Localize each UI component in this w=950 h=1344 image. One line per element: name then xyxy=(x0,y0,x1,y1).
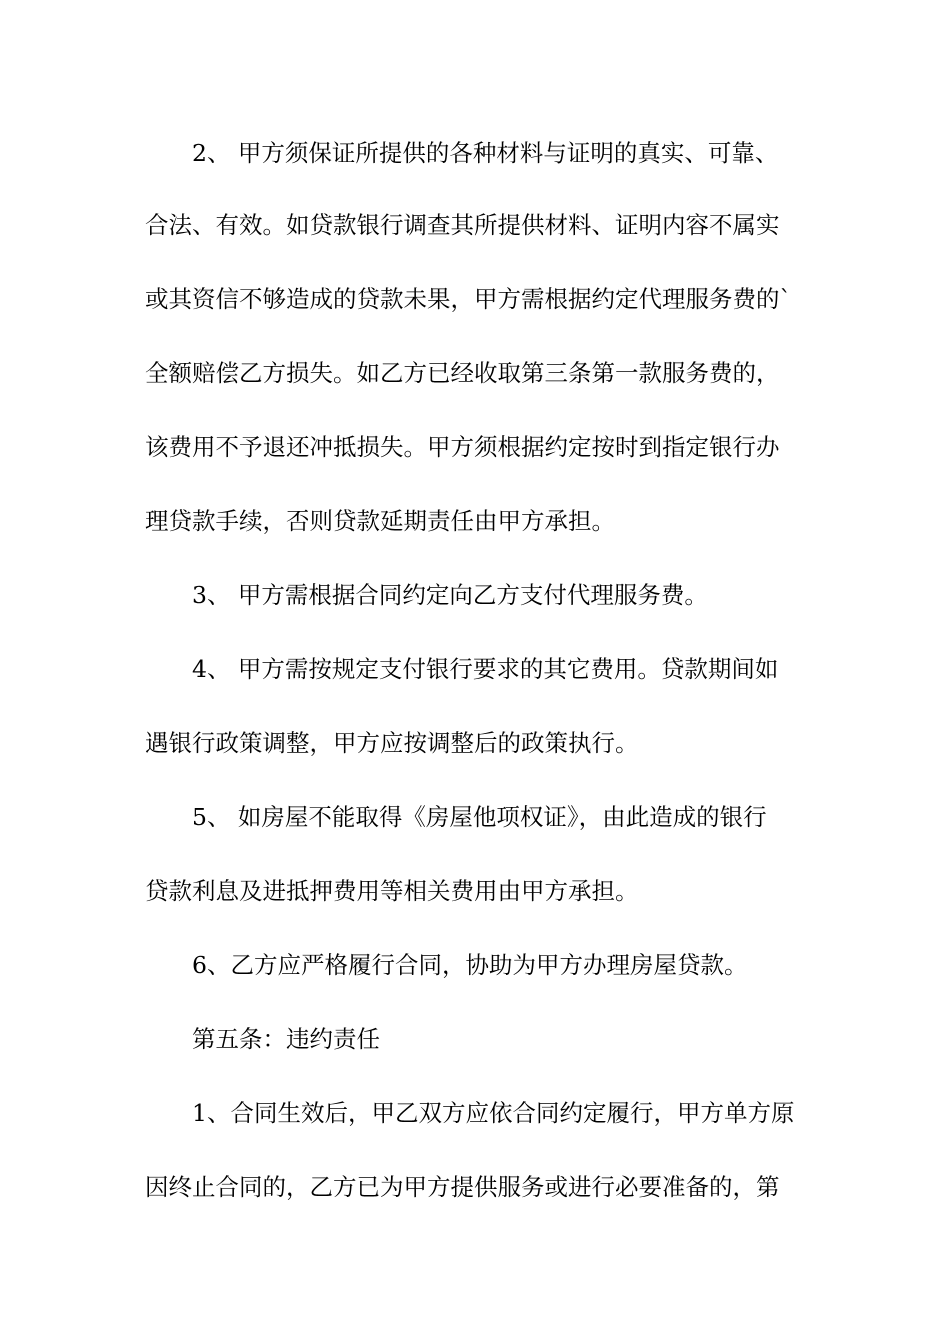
clause-4-6-line-1: 6、乙方应严格履行合同，协助为甲方办理房屋贷款。 xyxy=(192,951,748,979)
clause-4-2-line-4: 全额赔偿乙方损失。如乙方已经收取第三条第一款服务费的， xyxy=(145,359,780,387)
clause-4-5-line-2: 贷款利息及进抵押费用等相关费用由甲方承担。 xyxy=(145,877,639,905)
clause-5-1-line-2: 因终止合同的，乙方已为甲方提供服务或进行必要准备的，第 xyxy=(145,1173,780,1201)
clause-5-1-line-1: 1、合同生效后，甲乙双方应依合同约定履行，甲方单方原 xyxy=(192,1099,795,1127)
article-5-heading: 第五条：违约责任 xyxy=(192,1025,380,1053)
clause-4-3-line-1: 3、 甲方需根据合同约定向乙方支付代理服务费。 xyxy=(192,581,708,609)
clause-4-2-line-6: 理贷款手续，否则贷款延期责任由甲方承担。 xyxy=(145,507,615,535)
clause-4-2-line-3: 或其资信不够造成的贷款未果，甲方需根据约定代理服务费的` xyxy=(145,285,792,313)
clause-4-2-line-1: 2、 甲方须保证所提供的各种材料与证明的真实、可靠、 xyxy=(192,139,779,167)
clause-4-4-line-2: 遇银行政策调整，甲方应按调整后的政策执行。 xyxy=(145,729,639,757)
clause-4-2-line-5: 该费用不予退还冲抵损失。甲方须根据约定按时到指定银行办 xyxy=(145,433,780,461)
clause-4-5-line-1: 5、 如房屋不能取得《房屋他项权证》，由此造成的银行 xyxy=(192,803,767,831)
clause-4-4-line-1: 4、 甲方需按规定支付银行要求的其它费用。贷款期间如 xyxy=(192,655,779,683)
clause-4-2-line-2: 合法、有效。如贷款银行调查其所提供材料、证明内容不属实 xyxy=(145,211,780,239)
